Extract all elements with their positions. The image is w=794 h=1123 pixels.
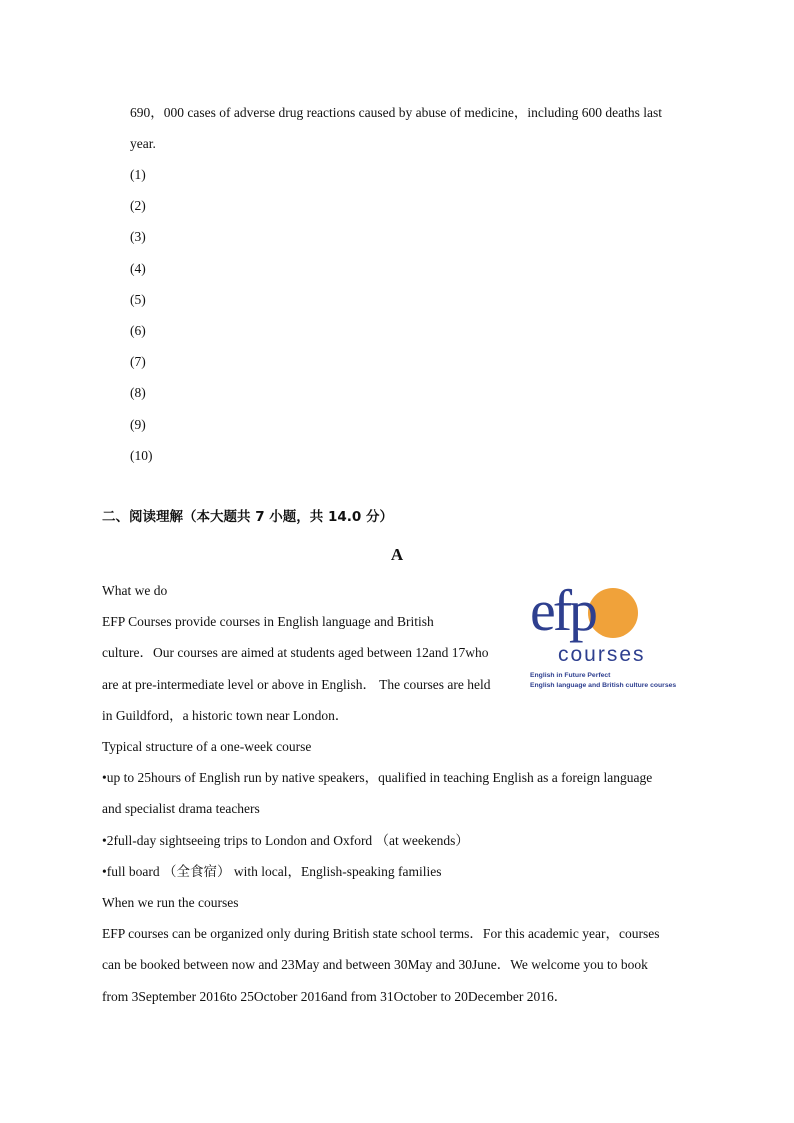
logo-tagline-2: English language and British culture courses <box>530 682 677 689</box>
answer-blank-1: (1) <box>130 167 146 182</box>
when-line-1: EFP courses can be organized only during British state school terms．For this academic year，courses <box>102 926 660 941</box>
logo-letters: efp <box>530 586 596 643</box>
what-line-3: are at pre-intermediate level or above in English． The courses are held <box>102 677 491 692</box>
answer-blank-8: (8) <box>130 385 146 400</box>
answer-blank-10: (10) <box>130 448 153 463</box>
logo-orange-circle <box>588 588 638 638</box>
section-heading: 二、阅读理解（本大题共 7 小题，共 14.0 分） <box>102 509 394 525</box>
structure-line-4: •full board （全食宿） with local，English-speaking families <box>102 864 442 879</box>
answer-blank-7: (7) <box>130 354 146 369</box>
what-line-4: in Guildford，a historic town near London． <box>102 708 349 723</box>
when-line-2: can be booked between now and 23May and between 30May and 30June．We welcome you to book <box>102 957 648 972</box>
intro-line-1: 690，000 cases of adverse drug reactions caused by abuse of medicine，including 600 deaths last <box>130 105 662 120</box>
intro-line-2: year. <box>130 136 156 151</box>
when-heading: When we run the courses <box>102 895 239 910</box>
answer-blank-6: (6) <box>130 323 146 338</box>
logo-tagline-1: English in Future Perfect <box>530 672 611 679</box>
what-we-do-heading: What we do <box>102 583 168 598</box>
when-line-3: from 3September 2016to 25October 2016and from 31October to 20December 2016． <box>102 989 568 1004</box>
structure-line-1: •up to 25hours of English run by native speakers，qualified in teaching English as a foreign language <box>102 770 653 785</box>
passage-title: A <box>390 545 404 564</box>
efp-courses-logo <box>522 586 698 690</box>
answer-blank-9: (9) <box>130 417 146 432</box>
answer-blank-5: (5) <box>130 292 146 307</box>
what-line-2: culture．Our courses are aimed at students aged between 12and 17who <box>102 645 489 660</box>
structure-line-2: and specialist drama teachers <box>102 801 260 816</box>
answer-blank-3: (3) <box>130 229 146 244</box>
what-line-1: EFP Courses provide courses in English language and British <box>102 614 434 629</box>
logo-word: courses <box>558 643 646 666</box>
answer-blank-2: (2) <box>130 198 146 213</box>
answer-blank-4: (4) <box>130 261 146 276</box>
structure-line-3: •2full-day sightseeing trips to London and Oxford （at weekends） <box>102 833 469 848</box>
structure-heading: Typical structure of a one-week course <box>102 739 312 754</box>
